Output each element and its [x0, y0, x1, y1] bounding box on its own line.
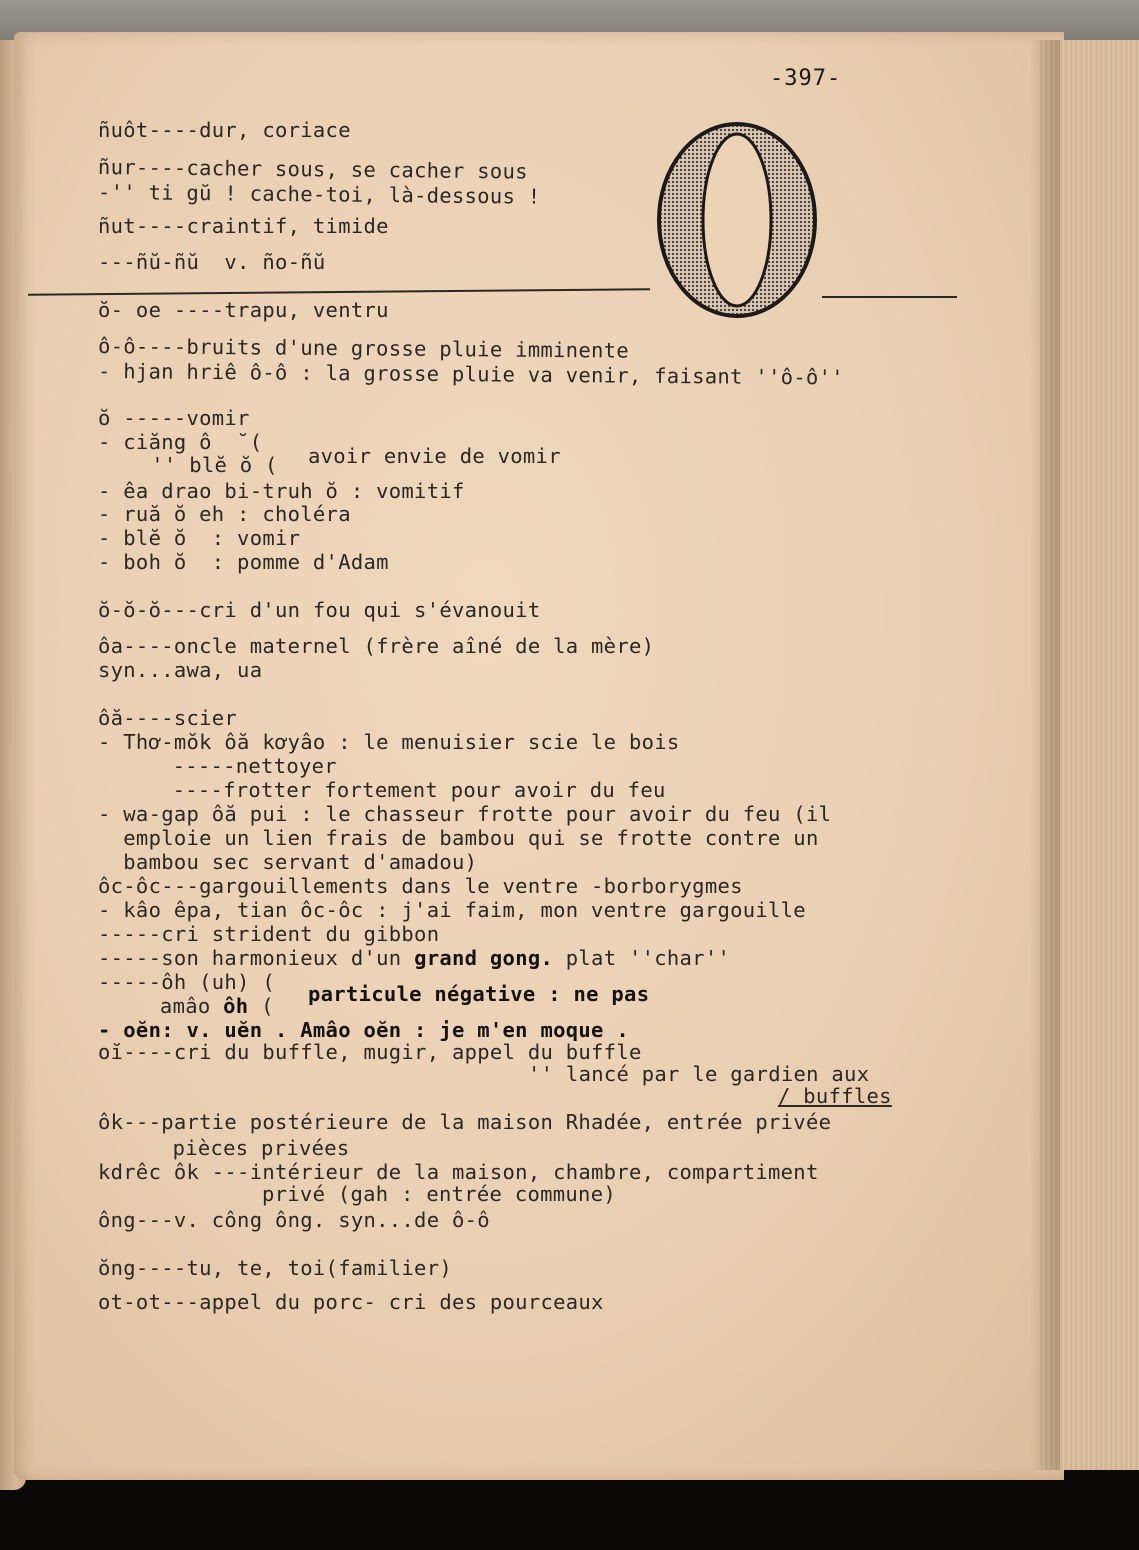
entry-line: emploie un lien frais de bambou qui se frotte contre un: [98, 826, 819, 850]
entry-line: ñur----cacher sous, se cacher sous: [97, 155, 528, 184]
entry-text-bold: particule négative: [308, 982, 536, 1006]
entry-line: ŏ -----vomir: [98, 406, 250, 430]
entry-line: kdrêc ôk ---intérieur de la maison, chambre, compartiment: [98, 1160, 819, 1184]
entry-line: ô-ô----bruits d'une grosse pluie imminente: [97, 334, 630, 363]
entry-line: [122, 994, 274, 1018]
entry-line: - kâo êpa, tian ôc-ôc : j'ai faim, mon ventre gargouille: [98, 898, 806, 922]
entry-line: ôc-ôc---gargouillements dans le ventre -borborygmes: [98, 874, 743, 898]
entry-line: privé (gah : entrée commune): [262, 1182, 616, 1206]
entry-line-bold: - oĕn: v. uĕn . Amâo oĕn : je m'en moque .: [98, 1018, 629, 1042]
entry-text: (: [248, 994, 274, 1018]
entry-line: ôă----scier: [98, 706, 238, 730]
entry-line: ---ñŭ-ñŭ v. ño-ñŭ: [98, 250, 326, 274]
entry-line: - ciăng ô ̆ (: [98, 430, 263, 454]
entry-line: - êa drao bi-truh ŏ : vomitif: [98, 479, 465, 503]
entry-text-bold: : ne pas: [535, 982, 650, 1006]
entry-text: amâo: [122, 994, 224, 1018]
entry-line: - ruă ŏ eh : choléra: [98, 502, 351, 526]
entry-line: pièces privées: [122, 1136, 350, 1160]
entry-line: ôk---partie postérieure de la maison Rhadée, entrée privée: [98, 1110, 832, 1134]
entry-line: '' lancé par le gardien aux: [528, 1062, 870, 1086]
entry-text-bold: grand gong.: [414, 946, 554, 970]
section-rule-right: [822, 296, 957, 298]
backdrop-bottom: [0, 1470, 1139, 1550]
entry-line: - blĕ ŏ : vomir: [98, 526, 301, 550]
entry-line: ông---v. công ông. syn...de ô-ô: [98, 1208, 490, 1232]
entry-line: oĭ----cri du buffle, mugir, appel du buffle: [98, 1040, 642, 1064]
entry-line: ŏ-ŏ-ŏ---cri d'un fou qui s'évanouit: [98, 598, 541, 622]
entry-line: ôa----oncle maternel (frère aîné de la mère): [98, 634, 655, 658]
page-gutter-shadow: [1030, 40, 1060, 1470]
entry-line: - wa-gap ôă pui : le chasseur frotte pour avoir du feu (il: [98, 802, 832, 826]
entry-line: bambou sec servant d'amadou): [98, 850, 478, 874]
entry-line: -----cri strident du gibbon: [98, 922, 440, 946]
entry-line: ot-ot---appel du porc- cri des pourceaux: [98, 1290, 604, 1314]
entry-text-bold: ôh: [223, 994, 249, 1018]
entry-line: ñuôt----dur, coriace: [98, 118, 351, 142]
entry-line: -----ôh (uh) (: [98, 970, 275, 994]
entry-line: -'' ti gŭ ! cache-toi, là-dessous !: [97, 180, 541, 209]
entry-line: ŏ- oe ----trapu, ventru: [98, 298, 389, 322]
entry-line: syn...awa, ua: [98, 658, 263, 682]
section-letter-o-icon: [655, 120, 820, 320]
entry-line: -----nettoyer: [122, 754, 337, 778]
entry-line: ŏng----tu, te, toi(familier): [98, 1256, 452, 1280]
entry-text: -----son harmonieux d'un: [98, 946, 415, 970]
entry-line: ----frotter fortement pour avoir du feu: [122, 778, 666, 802]
entry-line: avoir envie de vomir: [308, 444, 561, 468]
entry-line: [308, 982, 649, 1006]
entry-line: - Thơ-mŏk ôă kơyâo : le menuisier scie le bois: [98, 730, 680, 754]
entry-text: plat ''char'': [553, 946, 731, 970]
entry-line: / buffles: [778, 1084, 892, 1108]
entry-line: - hjan hriê ô-ô : la grosse pluie va venir, faisant ''ô-ô'': [97, 359, 844, 390]
entry-line: - boh ŏ : pomme d'Adam: [98, 550, 389, 574]
entry-line: '' blĕ ŏ (: [126, 453, 278, 477]
entry-line: ñut----craintif, timide: [98, 214, 389, 238]
entry-line: [98, 946, 730, 970]
page-number: -397-: [770, 66, 842, 91]
